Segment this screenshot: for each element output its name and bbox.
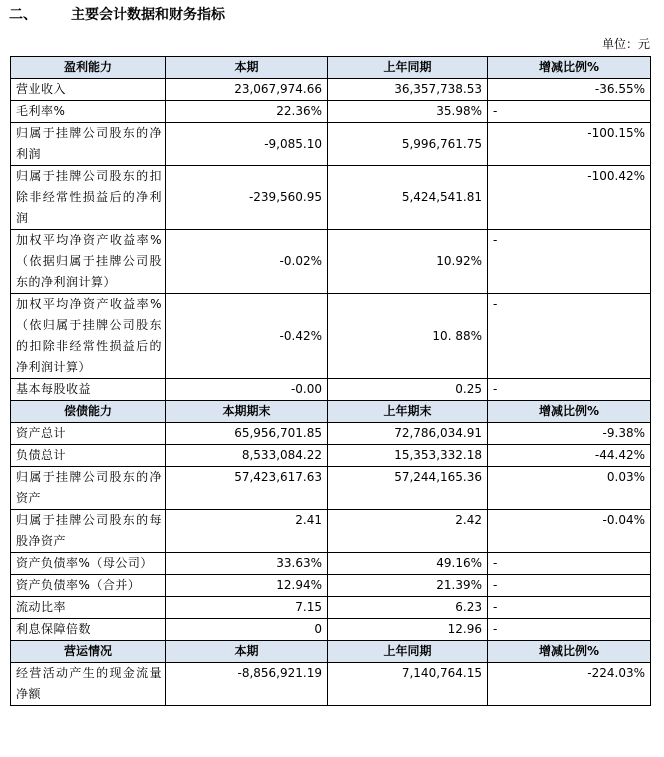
row-label: 归属于挂牌公司股东的净资产 (11, 467, 166, 510)
header-cell: 上年同期 (328, 641, 488, 663)
row-label: 加权平均净资产收益率%（依据归属于挂牌公司股东的净利润计算） (11, 230, 166, 294)
operations-header-row (11, 641, 651, 663)
table-row (11, 230, 651, 294)
change-value: - (488, 294, 651, 379)
change-value: - (488, 553, 651, 575)
change-value: - (488, 101, 651, 123)
header-cell: 上年同期 (328, 57, 488, 79)
change-value: 0.03% (488, 467, 651, 510)
section-title: 主要会计数据和财务指标 (71, 7, 225, 23)
profitability-header-row (11, 57, 651, 79)
previous-value: 36,357,738.53 (328, 79, 488, 101)
change-value: -100.42% (488, 166, 651, 230)
row-label: 归属于挂牌公司股东的扣除非经常性损益后的净利润 (11, 166, 166, 230)
current-value: 7.15 (166, 597, 328, 619)
table-row (11, 101, 651, 123)
header-cell: 偿债能力 (11, 401, 166, 423)
solvency-header-row (11, 401, 651, 423)
header-cell: 营运情况 (11, 641, 166, 663)
row-label: 归属于挂牌公司股东的净利润 (11, 123, 166, 166)
current-value: 8,533,084.22 (166, 445, 328, 467)
current-value: -239,560.95 (166, 166, 328, 230)
row-label: 流动比率 (11, 597, 166, 619)
header-cell: 本期 (166, 641, 328, 663)
header-cell: 本期期末 (166, 401, 328, 423)
previous-value: 57,244,165.36 (328, 467, 488, 510)
previous-value: 72,786,034.91 (328, 423, 488, 445)
previous-value: 10.92% (328, 230, 488, 294)
current-value: 0 (166, 619, 328, 641)
current-value: -0.00 (166, 379, 328, 401)
change-value: -0.04% (488, 510, 651, 553)
current-value: -0.42% (166, 294, 328, 379)
table-row (11, 553, 651, 575)
current-value: 22.36% (166, 101, 328, 123)
change-value: -44.42% (488, 445, 651, 467)
current-value: 23,067,974.66 (166, 79, 328, 101)
row-label: 负债总计 (11, 445, 166, 467)
table-row (11, 379, 651, 401)
table-row (11, 597, 651, 619)
table-row (11, 467, 651, 510)
current-value: 12.94% (166, 575, 328, 597)
row-label: 资产总计 (11, 423, 166, 445)
change-value: - (488, 379, 651, 401)
row-label: 毛利率% (11, 101, 166, 123)
table-row (11, 619, 651, 641)
table-row (11, 575, 651, 597)
previous-value: 2.42 (328, 510, 488, 553)
current-value: -9,085.10 (166, 123, 328, 166)
previous-value: 49.16% (328, 553, 488, 575)
change-value: - (488, 575, 651, 597)
header-cell: 本期 (166, 57, 328, 79)
previous-value: 0.25 (328, 379, 488, 401)
previous-value: 21.39% (328, 575, 488, 597)
change-value: - (488, 597, 651, 619)
table-row (11, 79, 651, 101)
table-row (11, 445, 651, 467)
change-value: -9.38% (488, 423, 651, 445)
header-cell: 增减比例% (488, 401, 651, 423)
change-value: - (488, 230, 651, 294)
previous-value: 15,353,332.18 (328, 445, 488, 467)
header-cell: 增减比例% (488, 641, 651, 663)
current-value: -8,856,921.19 (166, 663, 328, 706)
current-value: -0.02% (166, 230, 328, 294)
current-value: 57,423,617.63 (166, 467, 328, 510)
table-row (11, 166, 651, 230)
table-row (11, 123, 651, 166)
previous-value: 12.96 (328, 619, 488, 641)
previous-value: 7,140,764.15 (328, 663, 488, 706)
table-row (11, 423, 651, 445)
unit-label: 单位：元 (601, 37, 650, 51)
financial-indicators-table (10, 56, 651, 706)
change-value: - (488, 619, 651, 641)
row-label: 利息保障倍数 (11, 619, 166, 641)
table-row (11, 510, 651, 553)
row-label: 资产负债率%（合并） (11, 575, 166, 597)
previous-value: 5,996,761.75 (328, 123, 488, 166)
change-value: -100.15% (488, 123, 651, 166)
section-number: 二、 (9, 7, 37, 23)
row-label: 营业收入 (11, 79, 166, 101)
table-row (11, 663, 651, 706)
row-label: 经营活动产生的现金流量净额 (11, 663, 166, 706)
header-cell: 增减比例% (488, 57, 651, 79)
change-value: -224.03% (488, 663, 651, 706)
header-cell: 盈利能力 (11, 57, 166, 79)
section-heading (9, 2, 225, 28)
table-row (11, 294, 651, 379)
row-label: 加权平均净资产收益率%（依归属于挂牌公司股东的扣除非经常性损益后的净利润计算） (11, 294, 166, 379)
change-value: -36.55% (488, 79, 651, 101)
previous-value: 5,424,541.81 (328, 166, 488, 230)
row-label: 资产负债率%（母公司） (11, 553, 166, 575)
current-value: 33.63% (166, 553, 328, 575)
row-label: 归属于挂牌公司股东的每股净资产 (11, 510, 166, 553)
previous-value: 35.98% (328, 101, 488, 123)
previous-value: 6.23 (328, 597, 488, 619)
previous-value: 10. 88% (328, 294, 488, 379)
row-label: 基本每股收益 (11, 379, 166, 401)
current-value: 2.41 (166, 510, 328, 553)
current-value: 65,956,701.85 (166, 423, 328, 445)
header-cell: 上年期末 (328, 401, 488, 423)
